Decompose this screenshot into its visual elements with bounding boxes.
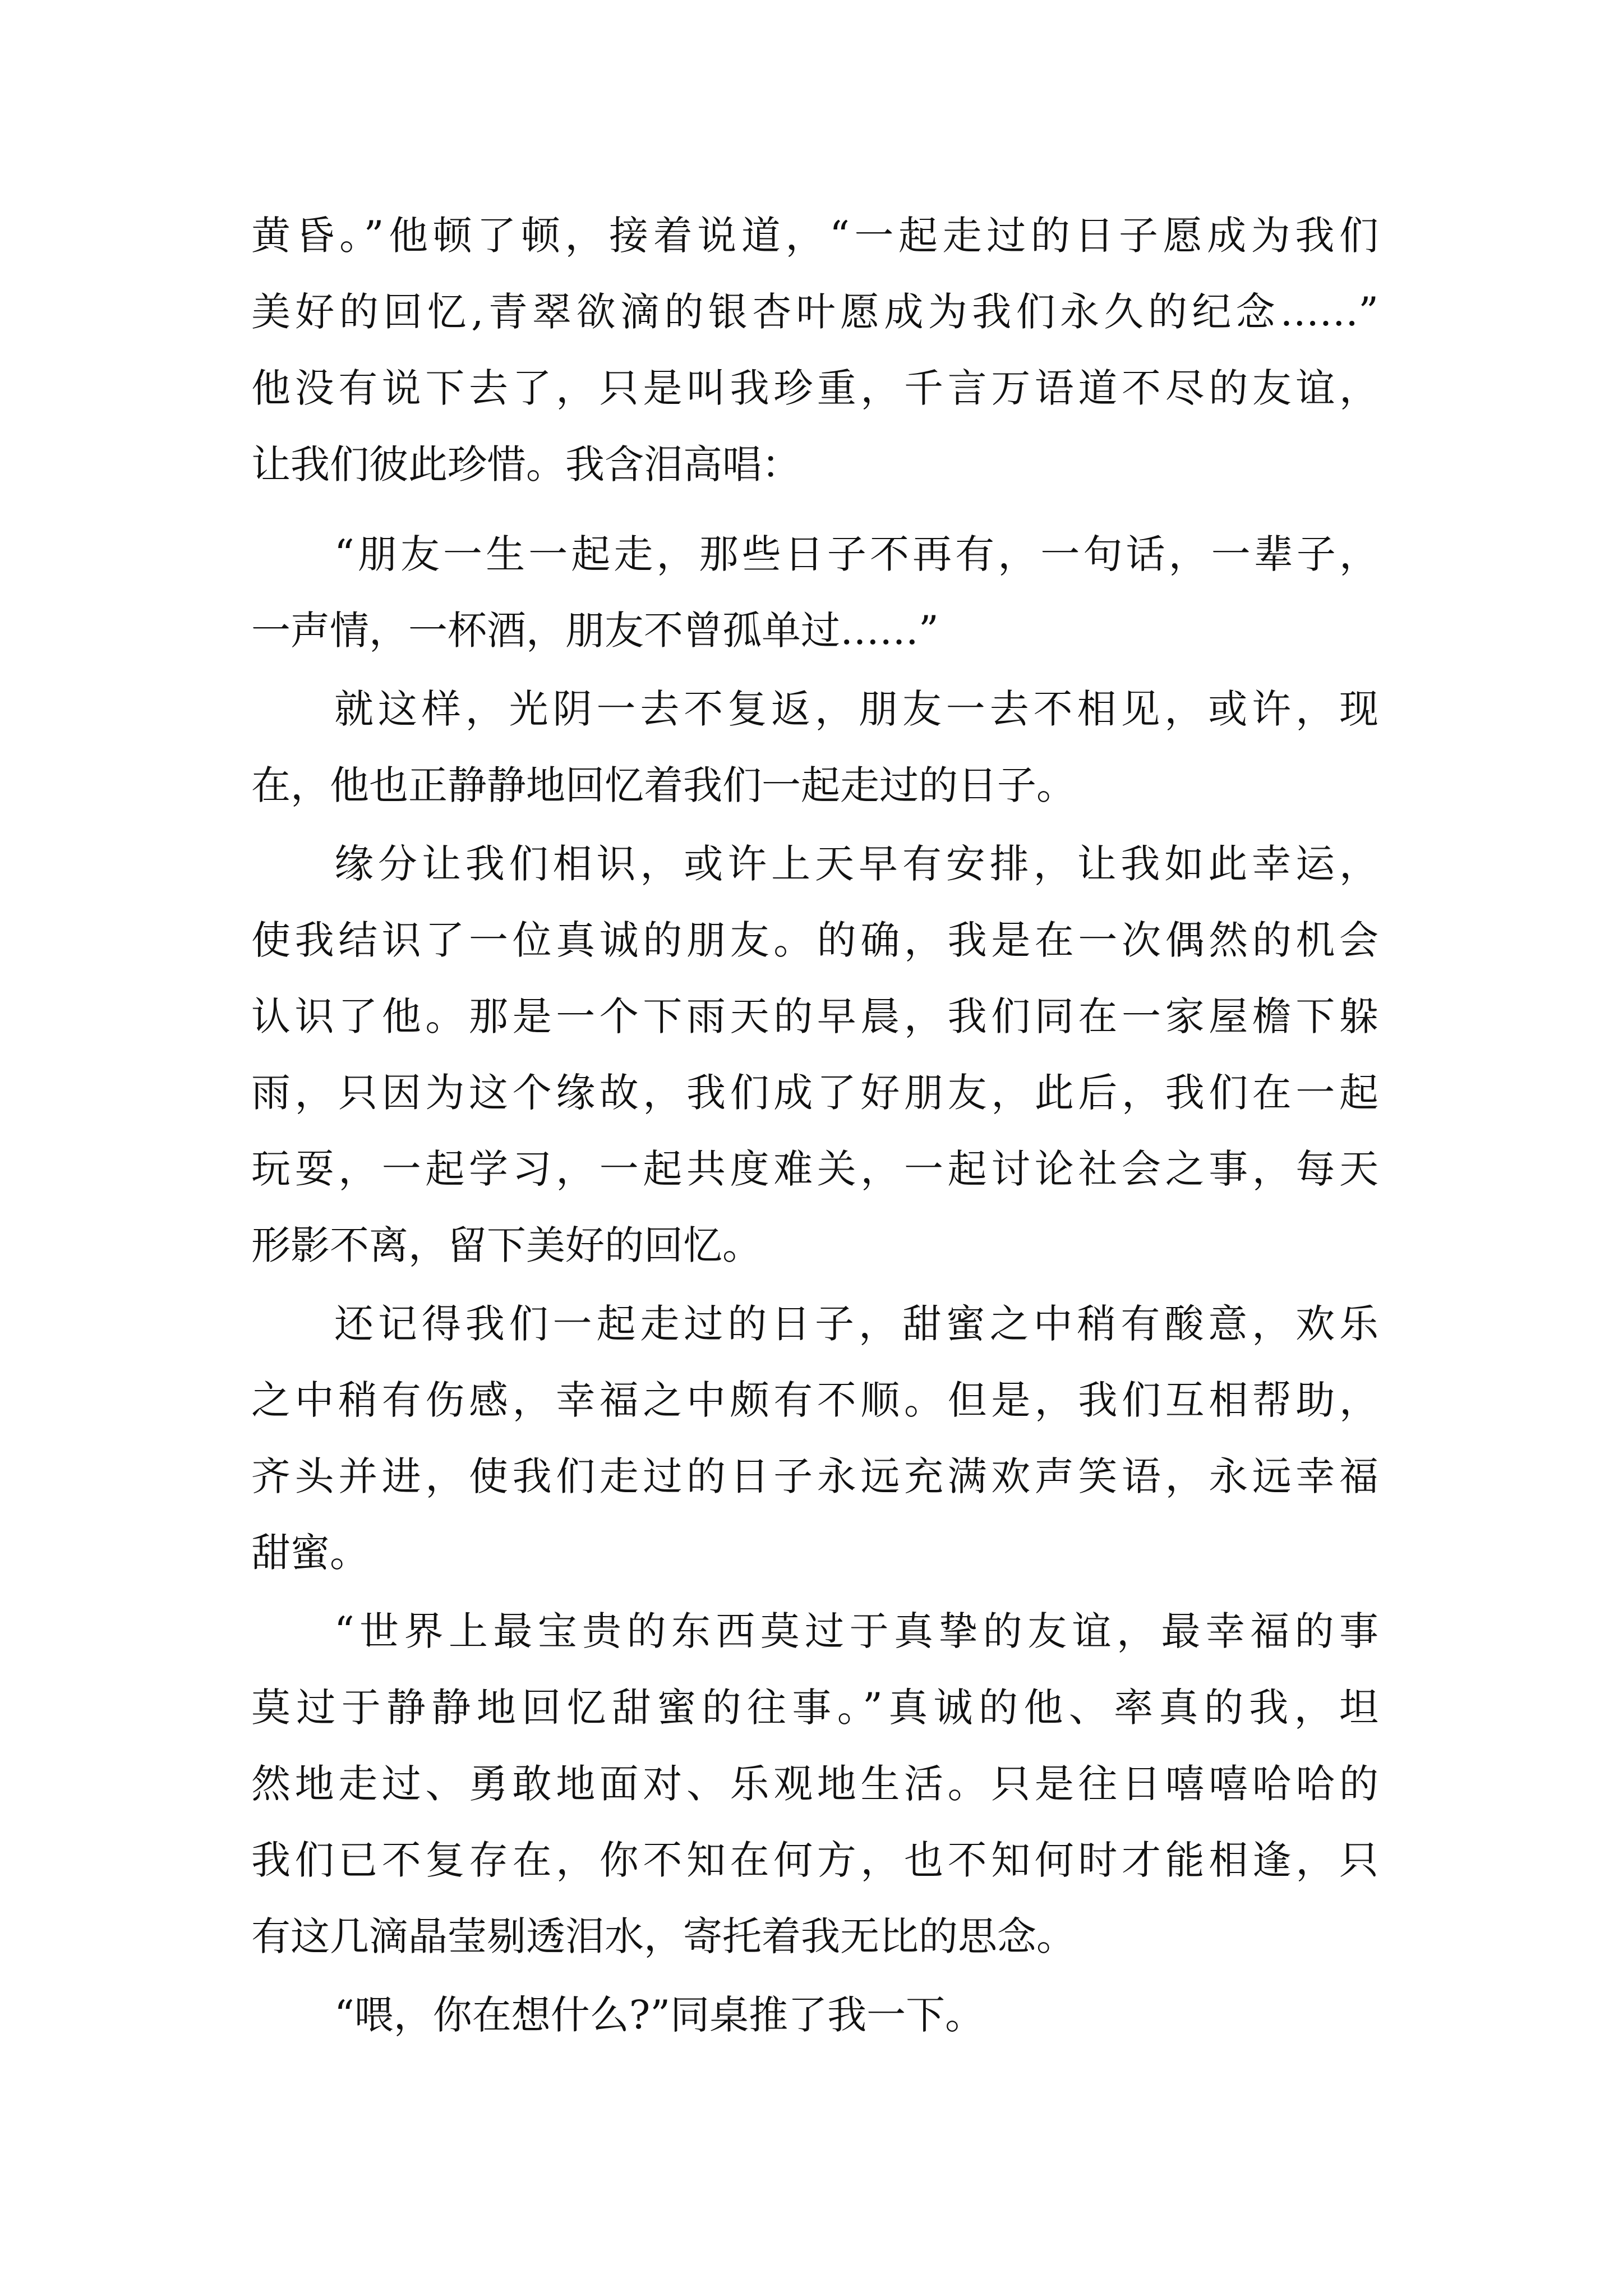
text-line: 一声情，一杯酒，朋友不曾孤单过……” xyxy=(251,608,939,654)
text-line: 玩耍，一起学习，一起共度难关，一起讨论社会之事，每天 xyxy=(251,1146,1378,1192)
text-line: 黄昏。”他顿了顿，接着说道，“一起走过的日子愿成为我们 xyxy=(251,213,1378,259)
text-line: 形影不离，留下美好的回忆。 xyxy=(251,1222,762,1268)
text-line: 就这样，光阴一去不复返，朋友一去不相见，或许，现 xyxy=(334,686,1378,732)
text-line: 让我们彼此珍惜。我含泪高唱： xyxy=(251,441,801,487)
text-line: 有这几滴晶莹剔透泪水，寄托着我无比的思念。 xyxy=(251,1913,1076,1959)
text-line: 缘分让我们相识，或许上天早有安排，让我如此幸运， xyxy=(334,841,1378,887)
text-line: 我们已不复存在，你不知在何方，也不知何时才能相逢，只 xyxy=(251,1837,1378,1883)
text-line: “世界上最宝贵的东西莫过于真挚的友谊，最幸福的事 xyxy=(334,1608,1378,1654)
text-line: “喂，你在想什么?”同桌推了我一下。 xyxy=(334,1992,985,2038)
text-line: “朋友一生一起走，那些日子不再有，一句话，一辈子， xyxy=(334,531,1378,577)
text-line: 美好的回忆,青翠欲滴的银杏叶愿成为我们永久的纪念……” xyxy=(251,289,1378,335)
text-line: 然地走过、勇敢地面对、乐观地生活。只是往日嘻嘻哈哈的 xyxy=(251,1761,1378,1807)
text-line: 甜蜜。 xyxy=(251,1530,369,1576)
text-line: 莫过于静静地回忆甜蜜的往事。”真诚的他、率真的我，坦 xyxy=(251,1685,1378,1731)
text-line: 他没有说下去了，只是叫我珍重，千言万语道不尽的友谊， xyxy=(251,365,1378,411)
text-line: 雨，只因为这个缘故，我们成了好朋友，此后，我们在一起 xyxy=(251,1070,1378,1116)
text-line: 还记得我们一起走过的日子，甜蜜之中稍有酸意，欢乐 xyxy=(334,1301,1378,1347)
text-line: 在，他也正静静地回忆着我们一起走过的日子。 xyxy=(251,762,1076,808)
text-line: 认识了他。那是一个下雨天的早晨，我们同在一家屋檐下躲 xyxy=(251,993,1378,1039)
text-line: 使我结识了一位真诚的朋友。的确，我是在一次偶然的机会 xyxy=(251,917,1378,963)
text-line: 之中稍有伤感，幸福之中颇有不顺。但是，我们互相帮助， xyxy=(251,1377,1378,1423)
text-line: 齐头并进，使我们走过的日子永远充满欢声笑语，永远幸福 xyxy=(251,1453,1378,1499)
